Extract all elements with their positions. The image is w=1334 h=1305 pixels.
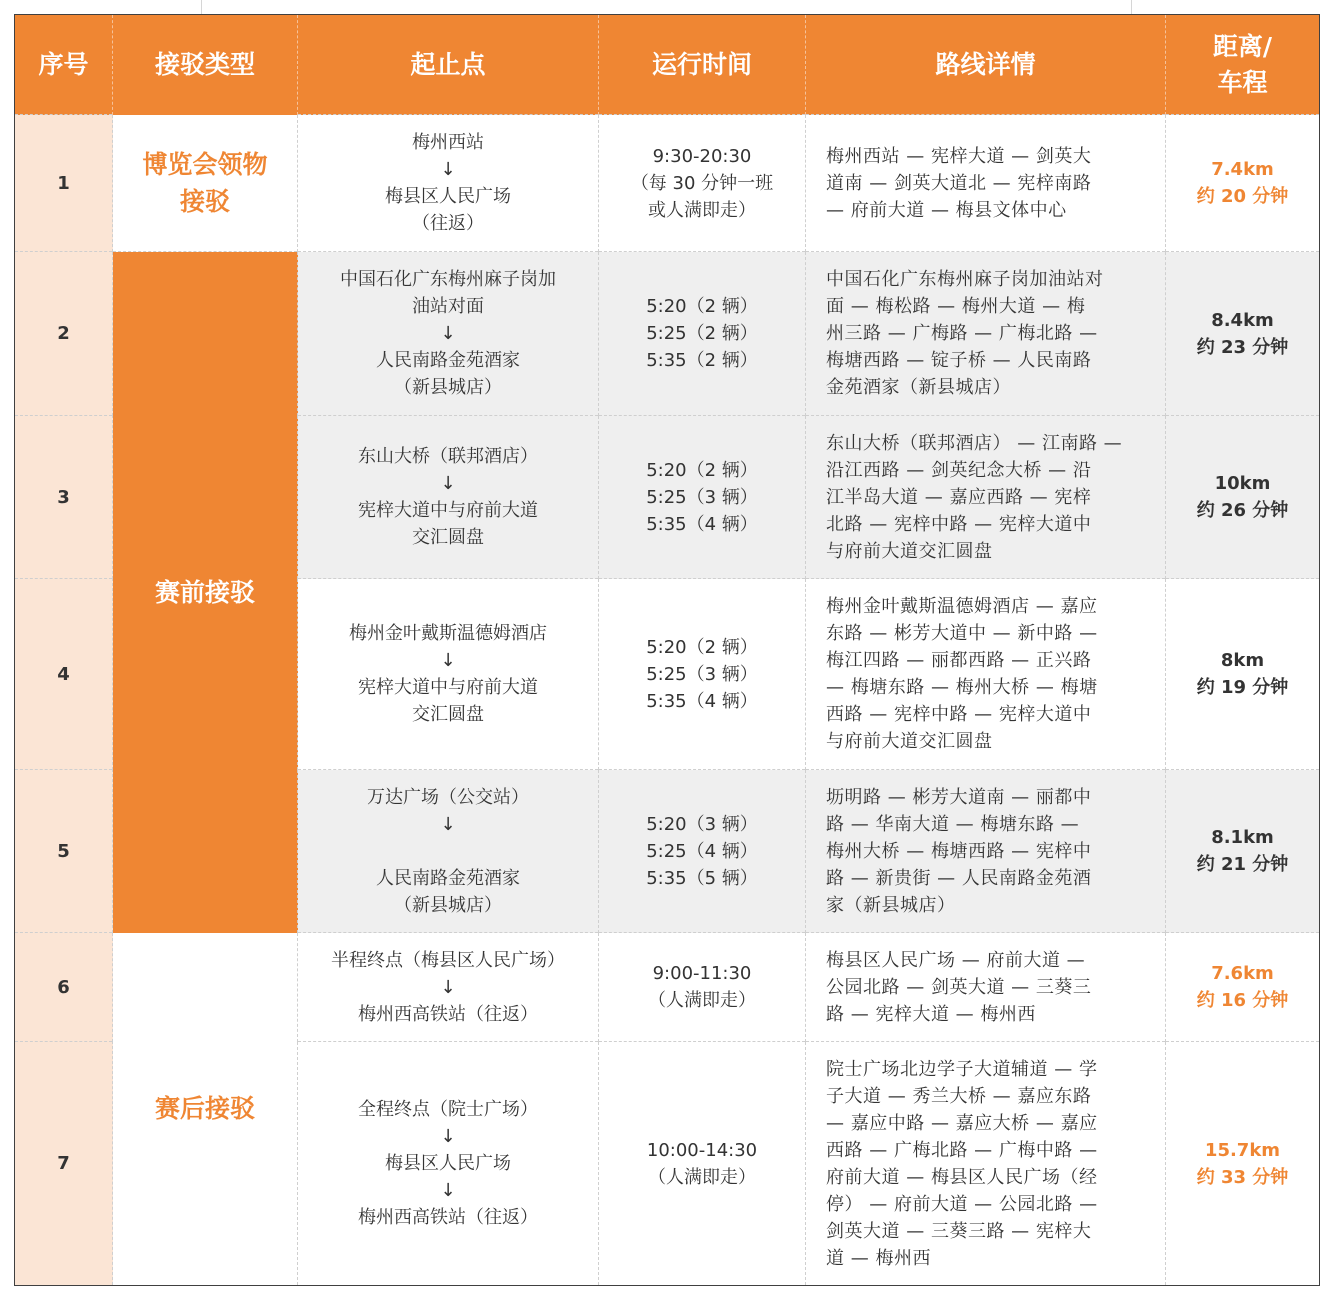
route-line: 公园北路 — 剑英大道 — 三葵三	[826, 976, 1092, 998]
endpoint-start: 东山大桥（联邦酒店）	[358, 446, 538, 467]
endpoint-start: 中国石化广东梅州麻子岗加	[340, 269, 556, 290]
route-line: 北路 — 宪梓中路 — 宪梓大道中	[826, 513, 1092, 535]
down-arrow-icon: ↓	[440, 650, 456, 671]
time-line: 9:00-11:30	[652, 963, 752, 984]
time-line: 10:00-14:30	[646, 1139, 758, 1161]
time-cell	[599, 115, 806, 252]
shuttle-schedule-table	[14, 14, 1320, 1286]
time-cell	[599, 770, 806, 933]
time-line: 5:35（4 辆）	[646, 513, 758, 535]
route-line: 院士广场北边学子大道辅道 — 学	[826, 1058, 1098, 1080]
route-line: 路 — 宪梓大道 — 梅州西	[826, 1003, 1036, 1025]
endpoint-end: （新县城店）	[394, 894, 502, 916]
time-line: 5:25（3 辆）	[646, 663, 758, 685]
type-prerace-cell: 赛前接驳	[113, 252, 298, 933]
route-line: 与府前大道交汇圆盘	[826, 731, 993, 752]
header-distance-line1: 距离/	[1212, 31, 1273, 61]
type-expo-cell	[113, 115, 298, 252]
time-line: 或人满即走）	[648, 199, 756, 221]
route-line: 道南 — 剑英大道北 — 宪梓南路	[826, 172, 1092, 194]
endpoints-cell	[298, 579, 599, 770]
type-expo-line1: 博览会领物	[142, 149, 268, 179]
header-time: 运行时间	[599, 15, 806, 115]
time-cell	[599, 1042, 806, 1286]
time-line: （人满即走）	[648, 990, 756, 1011]
duration-value: 约 20 分钟	[1196, 186, 1289, 207]
time-line: 5:35（5 辆）	[646, 867, 758, 889]
endpoints-cell	[298, 252, 599, 416]
time-line: 5:25（3 辆）	[646, 486, 758, 508]
endpoint-end: 梅州西高铁站（往返）	[358, 1003, 538, 1025]
route-line: 路 — 新贵街 — 人民南路金苑酒	[826, 867, 1092, 889]
row-number: 5	[15, 770, 113, 933]
route-line: 梅州大桥 — 梅塘西路 — 宪梓中	[826, 840, 1092, 862]
endpoint-start: 油站对面	[412, 296, 484, 317]
route-line: 江半岛大道 — 嘉应西路 — 宪梓	[826, 486, 1092, 508]
route-line: 金苑酒家（新县城店）	[826, 377, 1011, 398]
distance-cell	[1166, 416, 1320, 579]
down-arrow-icon: ↓	[440, 1180, 456, 1201]
header-no: 序号	[15, 15, 113, 115]
endpoint-mid: 梅县区人民广场	[385, 1153, 511, 1174]
duration-value: 约 33 分钟	[1196, 1166, 1289, 1188]
row-number: 6	[15, 933, 113, 1042]
route-cell	[806, 579, 1166, 770]
time-line: 9:30-20:30	[652, 145, 752, 167]
time-line: 5:35（4 辆）	[646, 690, 758, 712]
distance-cell	[1166, 1042, 1320, 1286]
distance-value: 8km	[1220, 650, 1265, 671]
down-arrow-icon: ↓	[440, 1126, 456, 1147]
endpoint-end: 交汇圆盘	[412, 704, 484, 725]
route-line: 家（新县城店）	[826, 894, 956, 916]
distance-value: 7.6km	[1211, 963, 1274, 984]
route-line: 梅州西站 — 宪梓大道 — 剑英大	[826, 145, 1092, 167]
route-line: 中国石化广东梅州麻子岗加油站对	[826, 269, 1104, 290]
duration-value: 约 19 分钟	[1196, 677, 1289, 698]
time-line: 5:20（3 辆）	[646, 813, 758, 835]
distance-value: 7.4km	[1211, 159, 1274, 180]
route-line: 梅江四路 — 丽都西路 — 正兴路	[826, 650, 1092, 671]
time-line: 5:25（4 辆）	[646, 840, 758, 862]
route-line: 道 — 梅州西	[826, 1247, 931, 1269]
distance-value: 8.1km	[1211, 827, 1274, 848]
down-arrow-icon: ↓	[440, 813, 456, 835]
row-number: 3	[15, 416, 113, 579]
distance-cell	[1166, 579, 1320, 770]
duration-value: 约 21 分钟	[1196, 854, 1289, 875]
endpoints-cell	[298, 1042, 599, 1286]
endpoint-start: 万达广场（公交站）	[367, 786, 529, 808]
route-cell	[806, 115, 1166, 252]
table-header-row	[15, 15, 1320, 115]
endpoint-start: 半程终点（梅县区人民广场）	[331, 949, 565, 971]
table-row	[15, 933, 1320, 1042]
route-line: 路 — 华南大道 — 梅塘东路 —	[826, 813, 1080, 835]
endpoint-end: 交汇圆盘	[412, 527, 484, 548]
time-line: 5:25（2 辆）	[646, 323, 758, 344]
route-line: — 嘉应中路 — 嘉应大桥 — 嘉应	[826, 1112, 1098, 1134]
endpoint-end: 宪梓大道中与府前大道	[358, 677, 538, 698]
down-arrow-icon: ↓	[440, 473, 456, 494]
endpoint-start: 全程终点（院士广场）	[358, 1099, 538, 1120]
route-line: 州三路 — 广梅路 — 广梅北路 —	[826, 323, 1098, 344]
endpoints-cell	[298, 933, 599, 1042]
endpoints-cell	[298, 770, 599, 933]
route-line: 府前大道 — 梅县区人民广场（经	[826, 1166, 1098, 1188]
time-cell	[599, 579, 806, 770]
top-divider-right	[1131, 0, 1132, 14]
time-line: （人满即走）	[648, 1166, 756, 1188]
distance-cell	[1166, 252, 1320, 416]
header-distance-line2: 车程	[1217, 67, 1268, 97]
route-line: 剑英大道 — 三葵三路 — 宪梓大	[826, 1220, 1092, 1242]
route-line: 西路 — 宪梓中路 — 宪梓大道中	[826, 704, 1092, 725]
route-line: 沿江西路 — 剑英纪念大桥 — 沿	[826, 459, 1092, 481]
route-line: 面 — 梅松路 — 梅州大道 — 梅	[826, 296, 1086, 317]
time-line: （每 30 分钟一班	[630, 172, 774, 194]
route-line: 梅州金叶戴斯温德姆酒店 — 嘉应	[826, 596, 1098, 617]
route-line: 坜明路 — 彬芳大道南 — 丽都中	[826, 786, 1092, 808]
route-cell	[806, 770, 1166, 933]
row-number: 4	[15, 579, 113, 770]
time-line: 5:35（2 辆）	[646, 350, 758, 371]
header-endpoints: 起止点	[298, 15, 599, 115]
row-number: 7	[15, 1042, 113, 1286]
duration-value: 约 16 分钟	[1196, 990, 1289, 1011]
down-arrow-icon: ↓	[440, 323, 456, 344]
time-line: 5:20（2 辆）	[646, 459, 758, 481]
endpoint-end: （新县城店）	[394, 377, 502, 398]
distance-value: 8.4km	[1211, 309, 1274, 331]
endpoint-end: 人民南路金苑酒家	[376, 867, 520, 889]
spacer	[298, 838, 598, 865]
route-line: — 梅塘东路 — 梅州大桥 — 梅塘	[826, 677, 1098, 698]
route-line: 东山大桥（联邦酒店） — 江南路 —	[826, 432, 1123, 454]
endpoint-start: 梅州西站	[412, 132, 484, 153]
time-cell	[599, 416, 806, 579]
route-line: 梅县区人民广场 — 府前大道 —	[826, 949, 1086, 971]
route-cell	[806, 252, 1166, 416]
route-cell	[806, 416, 1166, 579]
down-arrow-icon: ↓	[440, 976, 456, 998]
type-expo-line2: 接驳	[179, 186, 230, 216]
duration-value: 约 23 分钟	[1196, 336, 1289, 358]
type-postrace-cell: 赛后接驳	[113, 933, 298, 1286]
route-line: — 府前大道 — 梅县文体中心	[826, 199, 1067, 221]
top-divider-left	[201, 0, 202, 14]
endpoint-end: 梅县区人民广场	[385, 186, 511, 207]
distance-cell	[1166, 933, 1320, 1042]
time-line: 5:20（2 辆）	[646, 296, 758, 317]
route-line: 东路 — 彬芳大道中 — 新中路 —	[826, 623, 1098, 644]
table-row	[15, 252, 1320, 416]
route-cell	[806, 1042, 1166, 1286]
endpoint-end: 宪梓大道中与府前大道	[358, 500, 538, 521]
row-number: 1	[15, 115, 113, 252]
endpoint-end: 人民南路金苑酒家	[376, 350, 520, 371]
endpoint-start: 梅州金叶戴斯温德姆酒店	[349, 623, 547, 644]
route-line: 西路 — 广梅北路 — 广梅中路 —	[826, 1139, 1098, 1161]
duration-value: 约 26 分钟	[1196, 500, 1289, 521]
endpoints-cell	[298, 115, 599, 252]
distance-cell	[1166, 115, 1320, 252]
endpoint-note: （往返）	[412, 213, 484, 234]
distance-value: 15.7km	[1204, 1139, 1281, 1161]
distance-cell	[1166, 770, 1320, 933]
time-cell	[599, 252, 806, 416]
route-line: 与府前大道交汇圆盘	[826, 540, 993, 562]
time-line: 5:20（2 辆）	[646, 636, 758, 658]
route-cell	[806, 933, 1166, 1042]
down-arrow-icon: ↓	[440, 159, 456, 180]
time-cell	[599, 933, 806, 1042]
header-distance	[1166, 15, 1320, 115]
endpoints-cell	[298, 416, 599, 579]
header-route: 路线详情	[806, 15, 1166, 115]
route-line: 子大道 — 秀兰大桥 — 嘉应东路	[826, 1085, 1092, 1107]
row-number: 2	[15, 252, 113, 416]
header-type: 接驳类型	[113, 15, 298, 115]
route-line: 梅塘西路 — 锭子桥 — 人民南路	[826, 350, 1092, 371]
endpoint-end: 梅州西高铁站（往返）	[358, 1207, 538, 1228]
distance-value: 10km	[1214, 473, 1271, 494]
route-line: 停） — 府前大道 — 公园北路 —	[826, 1193, 1098, 1215]
table-row	[15, 115, 1320, 252]
